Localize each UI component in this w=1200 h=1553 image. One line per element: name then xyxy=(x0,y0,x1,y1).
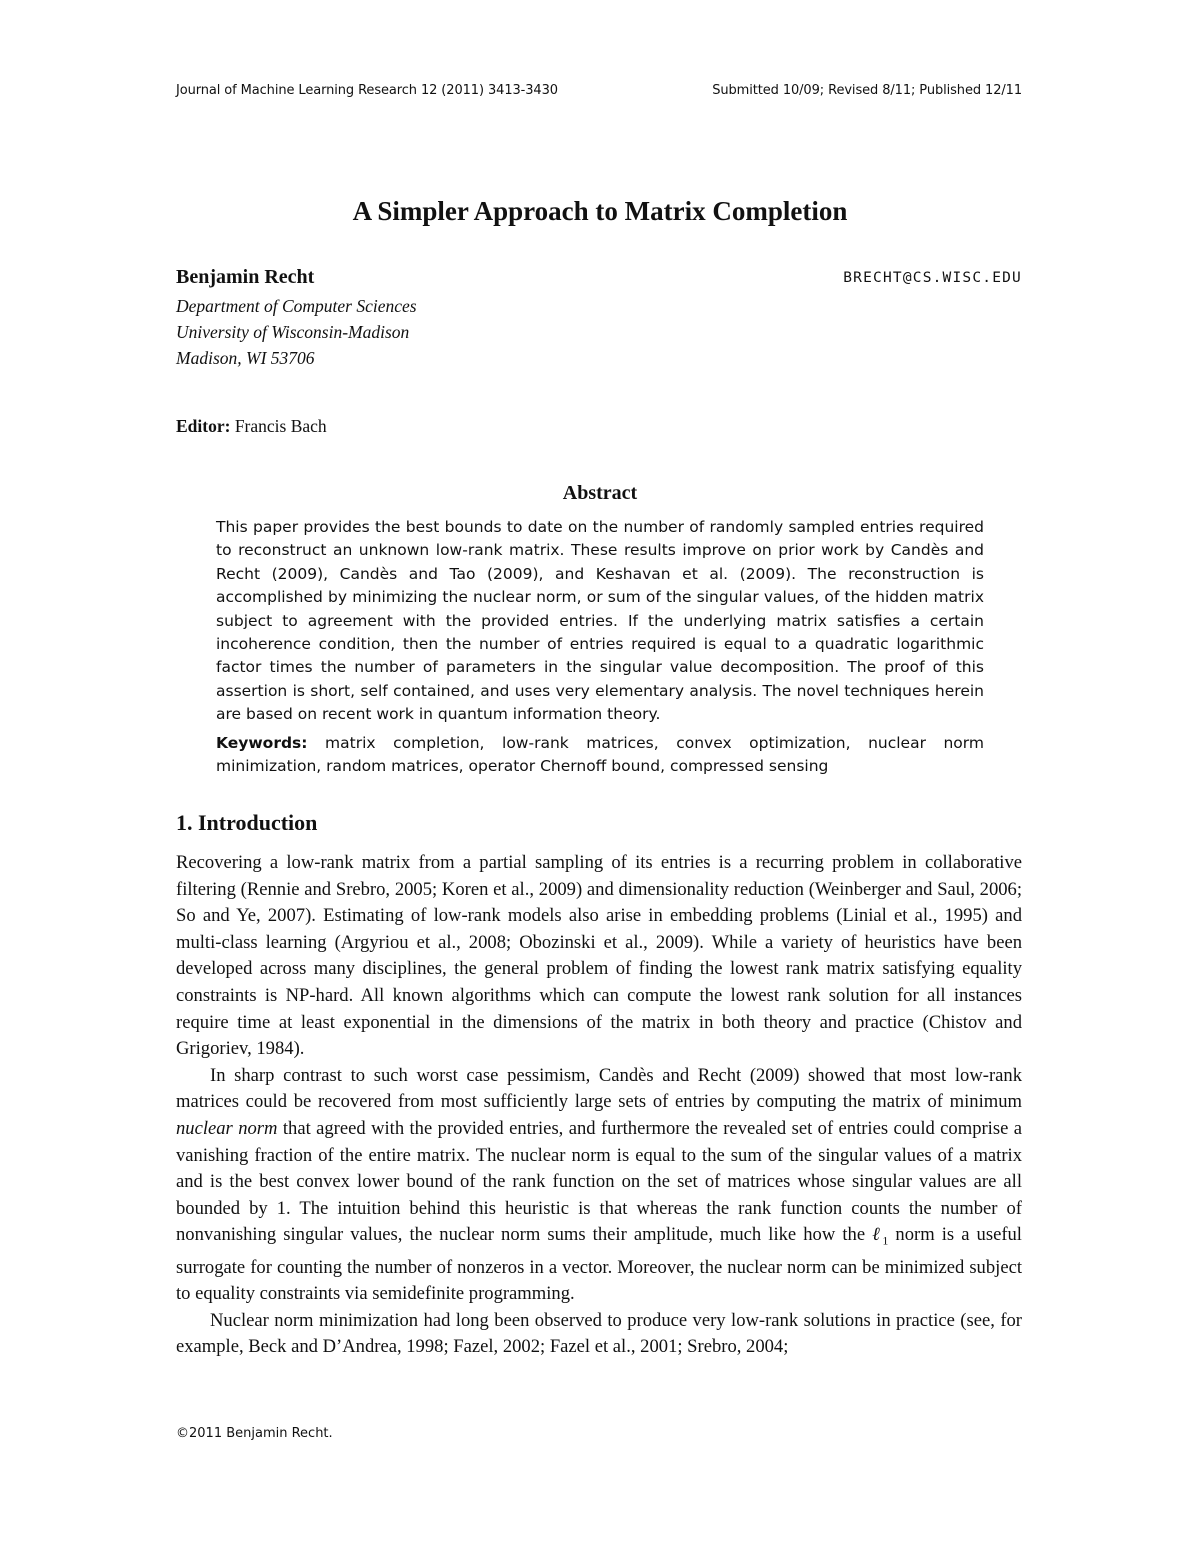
nuclear-norm-term: nuclear norm xyxy=(176,1117,278,1139)
affiliation-address: Madison, WI 53706 xyxy=(176,348,315,368)
p2-part-a: In sharp contrast to such worst case pessimism, Candès and Recht (2009) showed that most low-rank matrices could be recovered from most sufficiently large sets of entries by computing the matrix of minimum xyxy=(176,1064,1022,1113)
intro-paragraph-3: Nuclear norm minimization had long been observed to produce very low-rank solutions in practice (see, for example, Beck and D’Andrea, 1998; Fazel, 2002; Fazel et al., 2001; Srebro, 2004; xyxy=(176,1309,1022,1358)
abstract-body xyxy=(216,516,984,727)
journal-header: Journal of Machine Learning Research 12 (2011) 3413-3430 xyxy=(176,83,558,98)
author-name: Benjamin Recht xyxy=(176,266,315,288)
introduction-body xyxy=(176,850,1022,1361)
affiliation-university: University of Wisconsin-Madison xyxy=(176,322,410,342)
keywords xyxy=(216,732,984,779)
editor-name: Francis Bach xyxy=(234,416,327,436)
editor-line xyxy=(176,416,327,437)
affiliation-department: Department of Computer Sciences xyxy=(176,296,417,316)
abstract-heading: Abstract xyxy=(562,482,638,504)
paper-title: A Simpler Approach to Matrix Completion xyxy=(352,196,848,226)
keywords-label: Keywords: xyxy=(216,734,308,752)
section-heading-introduction: 1. Introduction xyxy=(176,810,318,835)
ell-subscript: 1 xyxy=(882,1234,889,1249)
editor-label: Editor: xyxy=(176,416,231,436)
intro-paragraph-2 xyxy=(176,1063,1022,1308)
ell-symbol: ℓ xyxy=(872,1224,883,1246)
keywords-list: matrix completion, low-rank matrices, convex optimization, nuclear norm minimization, random matrices, operator Chernoff bound, compressed sensing xyxy=(216,734,984,776)
p2-part-b: that agreed with the provided entries, and furthermore the revealed set of entries could comprise a vanishing fraction of the entire matrix. The nuclear norm is equal to the sum of the singular values of a matrix and is the best convex lower bound of the rank function on the set of matrices whose singular values are all bounded by 1. The intuition behind this heuristic is that whereas the rank function counts the number of nonvanishing singular values, the nuclear norm sums their amplitude, much like how the xyxy=(176,1117,1022,1246)
intro-paragraph-1: Recovering a low-rank matrix from a partial sampling of its entries is a recurring problem in collaborative filtering (Rennie and Srebro, 2005; Koren et al., 2009) and dimensionality reduction (Weinberger and Saul, 2006; So and Ye, 2007). Estimating of low-rank models also arise in embedding problems (Linial et al., 1995) and multi-class learning (Argyriou et al., 2008; Obozinski et al., 2009). While a variety of heuristics have been developed across many disciplines, the general problem of finding the lowest rank matrix satisfying equality constraints is NP-hard. All known algorithms which can compute the lowest rank solution for all instances require time at least exponential in the dimensions of the matrix in both theory and practice (Chistov and Grigoriev, 1984). xyxy=(176,852,1022,1060)
abstract-text: This paper provides the best bounds to date on the number of randomly sampled entries required to reconstruct an unknown low-rank matrix. These results improve on prior work by Candès and Recht (2009), Candès and Tao (2009), and Keshavan et al. (2009). The reconstruction is accomplished by minimizing the nuclear norm, or sum of the singular values, of the hidden matrix subject to agreement with the provided entries. If the underlying matrix satisfies a certain incoherence condition, then the number of entries required is equal to a quadratic logarithmic factor times the number of parameters in the singular value decomposition. The proof of this assertion is short, self contained, and uses very elementary analysis. The novel techniques herein are based on recent work in quantum information theory. xyxy=(216,518,984,724)
copyright-footer: ©2011 Benjamin Recht. xyxy=(176,1426,333,1441)
submission-dates: Submitted 10/09; Revised 8/11; Published 12/11 xyxy=(712,83,1022,98)
p2-part-c: norm is a useful surrogate for counting the number of nonzeros in a vector. Moreover, the nuclear norm can be minimized subject to equality constraints via semidefinite programming. xyxy=(176,1224,1022,1305)
author-email: BRECHT@CS.WISC.EDU xyxy=(843,270,1022,286)
